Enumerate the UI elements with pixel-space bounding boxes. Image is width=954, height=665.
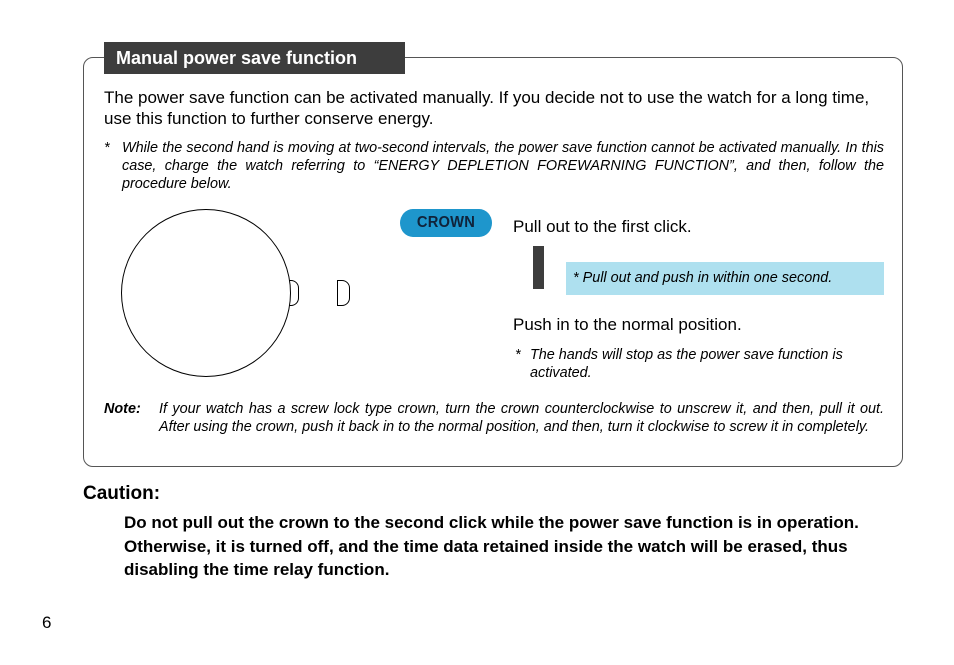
screw-lock-note: If your watch has a screw lock type crown, turn the crown counterclockwise to unscrew it, and then, pull it out. After using the crown, push it back in to the normal position, and then, turn it clockwise to screw it in completely.	[159, 401, 884, 435]
watch-face-illustration	[121, 209, 291, 377]
precondition-note-text: While the second hand is moving at two-second intervals, the power save function cannot be activated manually. In this case, charge the watch referring to “ENERGY DEPLETION FOREWARNING FUNCTION”, and then, follow the procedure below.	[122, 140, 884, 192]
crown-label-badge: CROWN	[400, 209, 492, 237]
timing-tip: * Pull out and push in within one second.	[566, 262, 884, 295]
note-label: Note:	[104, 401, 141, 417]
caution-heading: Caution:	[83, 483, 161, 504]
precondition-note	[104, 139, 884, 193]
step-pull-out: Pull out to the first click.	[513, 217, 692, 236]
intro-paragraph: The power save function can be activated manually. If you decide not to use the watch for a long time, use this function to further conserve energy.	[104, 88, 870, 128]
note-asterisk: *	[104, 140, 110, 156]
crown-normal-position-illustration	[289, 280, 299, 306]
hands-stop-note	[515, 346, 885, 382]
hands-stop-note-text: The hands will stop as the power save function is activated.	[530, 347, 843, 381]
step-push-in: Push in to the normal position.	[513, 315, 742, 334]
caution-text: Do not pull out the crown to the second click while the power save function is in operation. Otherwise, it is turned off, and the time data retained inside the watch will be erased, thus disabling the time relay function.	[124, 513, 859, 579]
section-title: Manual power save function	[104, 42, 405, 74]
page-number: 6	[42, 613, 52, 632]
step-indicator-bar	[533, 246, 544, 289]
crown-first-click-illustration	[337, 280, 350, 306]
note-asterisk: *	[515, 347, 521, 363]
